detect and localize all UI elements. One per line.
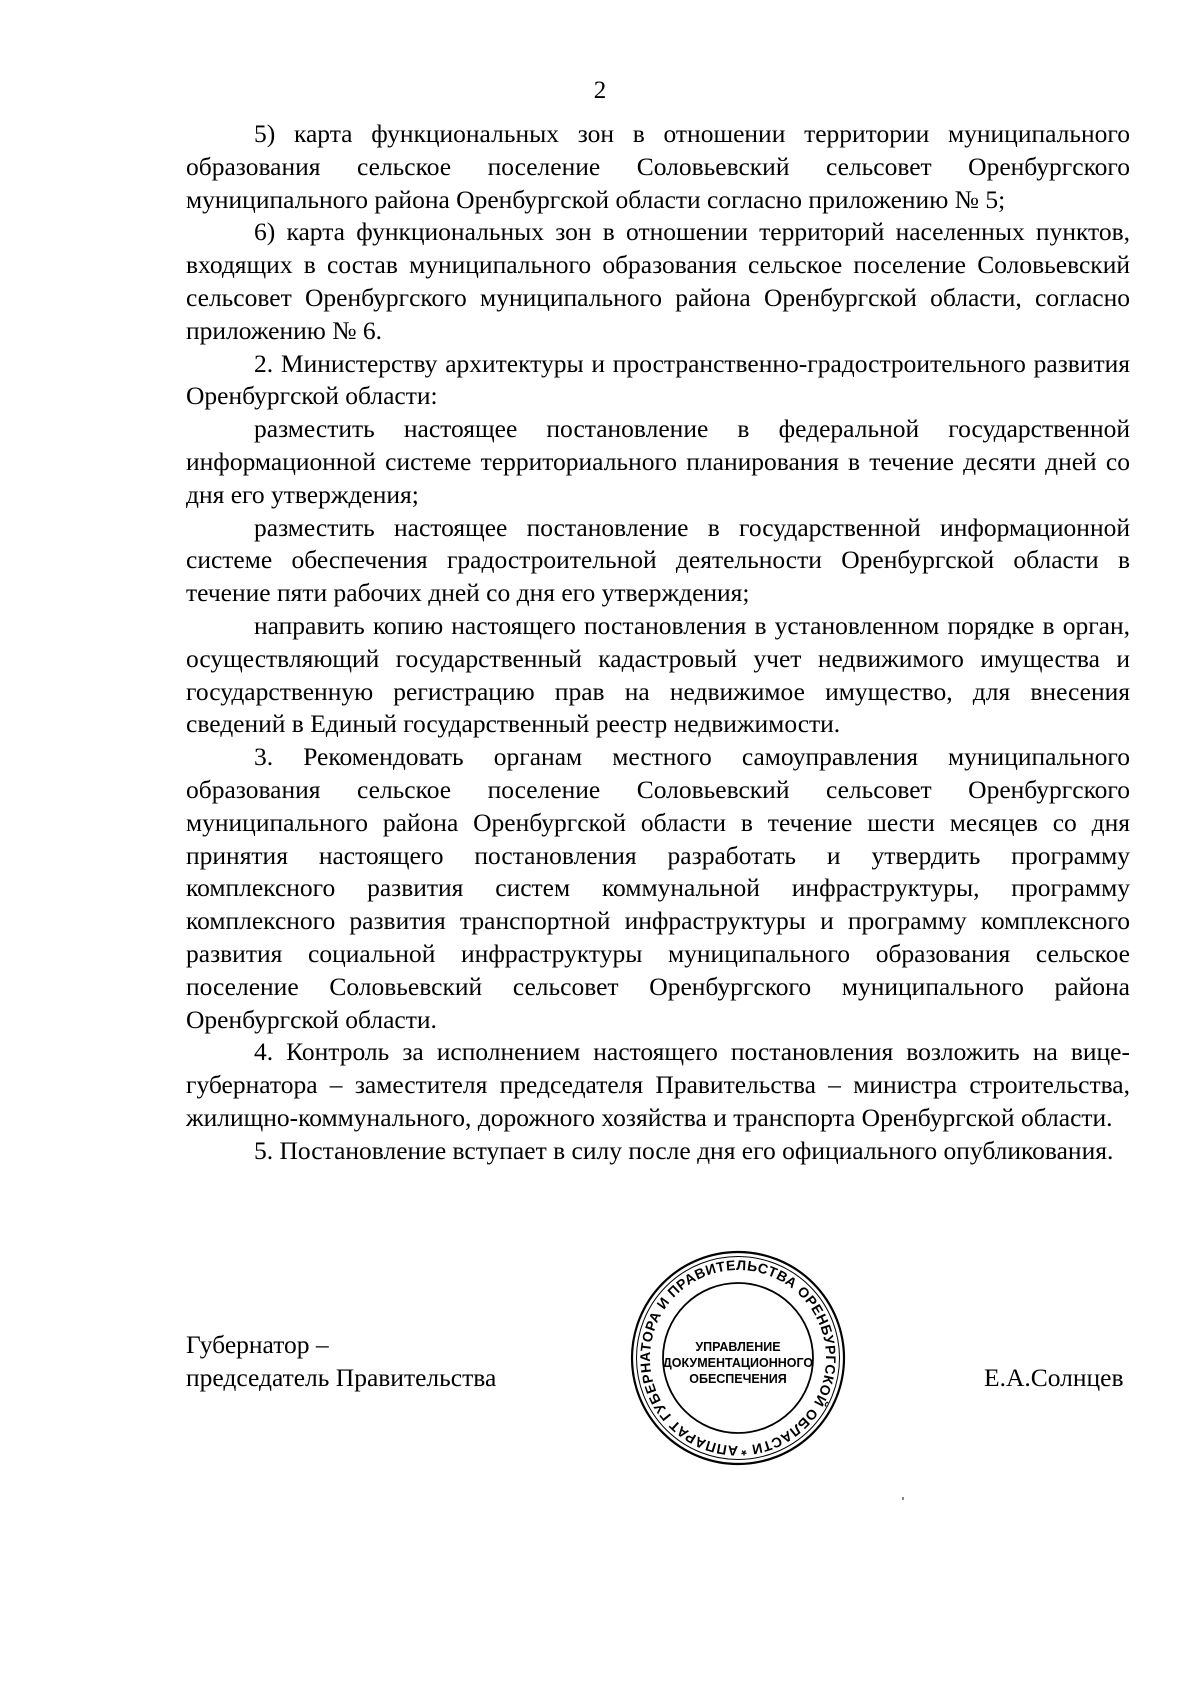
- paragraph-clause-2-regional-system: разместить настоящее постановление в государственной информационной системе обеспечения градостроительной деятельности Оренбургской области в течение пяти рабочих дней со дня его утверждения;: [186, 512, 1130, 608]
- signatory-title-line-1: Губернатор –: [186, 1330, 329, 1359]
- paragraph-clause-5: 5. Постановление вступает в силу после дня его официального опубликования.: [254, 1135, 1114, 1165]
- page-number: 2: [593, 77, 607, 104]
- official-seal: [627, 1247, 849, 1469]
- paragraph-clause-4: 4. Контроль за исполнением настоящего постановления возложить на вице-губернатора – заместителя председателя Правительства – министра строительства, жилищно-коммунального, дорожного хозяйства и транспорта Оренбургской области.: [186, 1037, 1130, 1132]
- document-body: [186, 118, 1130, 1168]
- paragraph-clause-2-cadastre: направить копию настоящего постановления в установленном порядке в орган, осуществляющий государственный кадастровый учет недвижимого имущества и государственную регистрацию прав на недвижимое имущество, для внесения сведений в Единый государственный реестр недвижимости.: [186, 610, 1130, 739]
- signatory-title-line-2: председатель Правительства: [186, 1363, 497, 1392]
- seal-outer-text: АППАРАТ ГУБЕРНАТОРА И ПРАВИТЕЛЬСТВА ОРЕНБУРГСКОЙ ОБЛАСТИ *: [636, 1256, 840, 1460]
- signatory-title: [186, 1328, 496, 1394]
- paragraph-item-6-map: 6) карта функциональных зон в отношении территорий населенных пунктов, входящих в состав муниципального образования сельское поселение Соловьевский сельсовет Оренбургского муниципального района Оренбургской области, согласно приложению № 6.: [186, 217, 1130, 345]
- paragraph-item-5-map: 5) карта функциональных зон в отношении территории муниципального образования сельское поселение Соловьевский сельсовет Оренбургского муниципального района Оренбургской области согласно приложению № 5;: [186, 119, 1130, 214]
- seal-inner-line-2: ДОКУМЕНТАЦИОННОГО: [662, 1356, 814, 1370]
- signatory-name: Е.А.Солнцев: [984, 1363, 1124, 1392]
- paragraph-clause-2: 2. Министерству архитектуры и пространственно-градостроительного развития Оренбургской области:: [186, 348, 1130, 411]
- paragraph-clause-3: 3. Рекомендовать органам местного самоуправления муниципального образования сельское поселение Соловьевский сельсовет Оренбургского муниципального района Оренбургской области в течение шести месяцев со дня принятия настоящего постановления разработать и утвердить программу комплексного развития систем коммунальной инфраструктуры, программу комплексного развития транспортной инфраструктуры и программу комплексного развития социальной инфраструктуры муниципального образования сельское поселение Соловьевский сельсовет Оренбургского муниципального района Оренбургской области.: [186, 742, 1130, 1034]
- paragraph-clause-2-federal-system: разместить настоящее постановление в федеральной государственной информационной системе территориального планирования в течение десяти дней со дня его утверждения;: [186, 414, 1130, 509]
- scan-speck: [902, 1497, 904, 1500]
- seal-inner-line-3: ОБЕСПЕЧЕНИЯ: [689, 1372, 787, 1386]
- seal-inner-line-1: УПРАВЛЕНИЕ: [695, 1340, 781, 1354]
